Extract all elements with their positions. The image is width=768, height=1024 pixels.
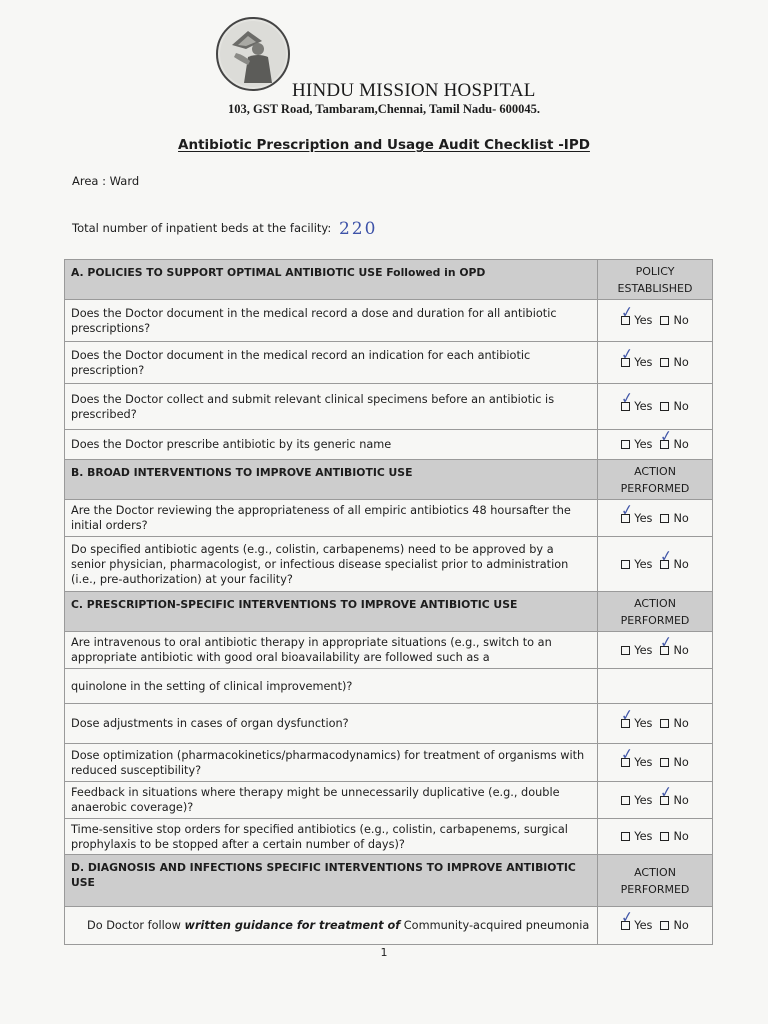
audit-checklist-table xyxy=(64,259,713,945)
option-label: Yes xyxy=(634,511,653,525)
handwritten-tick-icon: ✓ xyxy=(619,499,635,520)
question-text: Does the Doctor prescribe antibiotic by its generic name xyxy=(65,430,598,460)
checklist-row xyxy=(65,632,713,669)
checklist-row xyxy=(65,782,713,819)
section-header xyxy=(65,592,713,632)
response-cell xyxy=(598,744,713,782)
question-text: Dose optimization (pharmacokinetics/pharmacodynamics) for treatment of organisms with reduced susceptibility? xyxy=(65,744,598,782)
handwritten-tick-icon: ✓ xyxy=(619,705,635,725)
option-label: No xyxy=(673,356,689,369)
option-label: No xyxy=(673,511,689,525)
checklist-row xyxy=(65,744,713,782)
option-yes[interactable] xyxy=(621,643,652,658)
option-label: Yes xyxy=(634,793,653,807)
checkbox-yes[interactable] xyxy=(621,832,630,841)
hospital-address: 103, GST Road, Tambaram,Chennai, Tamil Nadu- 600045. xyxy=(228,102,540,116)
checklist-row xyxy=(65,704,713,744)
section-header xyxy=(65,855,713,907)
hospital-name: HINDU MISSION HOSPITAL xyxy=(292,80,536,101)
handwritten-tick-icon: ✓ xyxy=(659,781,675,802)
option-label: Yes xyxy=(634,830,653,843)
option-no[interactable] xyxy=(659,781,689,808)
section-column-label: ACTION PERFORMED xyxy=(598,592,713,632)
option-yes[interactable] xyxy=(619,388,653,414)
option-yes[interactable] xyxy=(621,829,652,844)
option-label: Yes xyxy=(634,919,653,932)
option-label: No xyxy=(673,830,689,843)
option-no[interactable] xyxy=(660,716,688,731)
option-label: Yes xyxy=(634,756,653,769)
option-yes[interactable] xyxy=(619,499,653,526)
option-no[interactable] xyxy=(659,426,689,452)
option-label: No xyxy=(673,438,689,451)
handwritten-tick-icon: ✓ xyxy=(619,388,635,408)
option-label: Yes xyxy=(634,643,653,657)
beds-line xyxy=(72,217,377,237)
response-cell xyxy=(598,342,713,384)
option-label: No xyxy=(673,400,689,413)
question-text: Are the Doctor reviewing the appropriateness of all empiric antibiotics 48 hoursafter the initial orders? xyxy=(65,500,598,537)
checkbox-yes[interactable] xyxy=(621,560,630,569)
question-text: Does the Doctor collect and submit relevant clinical specimens before an antibiotic is prescribed? xyxy=(65,384,598,430)
checkbox-no[interactable] xyxy=(660,719,669,728)
checkbox-yes[interactable] xyxy=(621,646,630,655)
checklist-row xyxy=(65,300,713,342)
handwritten-tick-icon: ✓ xyxy=(659,426,675,446)
question-text: Do Doctor follow written guidance for treatment of Community-acquired pneumonia xyxy=(65,907,598,945)
handwritten-tick-icon: ✓ xyxy=(619,302,635,322)
response-cell xyxy=(598,426,713,460)
checkbox-no[interactable] xyxy=(660,402,669,411)
section-column-label: ACTION PERFORMED xyxy=(598,460,713,500)
handwritten-tick-icon: ✓ xyxy=(659,631,675,652)
checkbox-no[interactable] xyxy=(660,832,669,841)
option-label: Yes xyxy=(634,557,653,571)
response-cell xyxy=(598,704,713,744)
section-column-label: POLICY ESTABLISHED xyxy=(598,260,713,300)
beds-value-handwritten: 220 xyxy=(338,219,378,239)
section-title: B. BROAD INTERVENTIONS TO IMPROVE ANTIBIOTIC USE xyxy=(65,460,598,500)
checklist-row xyxy=(65,669,713,704)
section-title: D. DIAGNOSIS AND INFECTIONS SPECIFIC INTERVENTIONS TO IMPROVE ANTIBIOTIC USE xyxy=(65,855,598,907)
option-label: No xyxy=(673,643,689,657)
option-label: No xyxy=(673,717,689,730)
option-no[interactable] xyxy=(660,355,688,370)
checklist-row xyxy=(65,819,713,855)
response-cell xyxy=(598,907,713,945)
checkbox-yes[interactable] xyxy=(621,796,630,805)
option-label: No xyxy=(673,919,689,932)
option-no[interactable] xyxy=(660,755,688,770)
option-yes[interactable] xyxy=(619,744,653,770)
beds-label: Total number of inpatient beds at the facility: xyxy=(72,221,332,235)
question-text: Feedback in situations where therapy might be unnecessarily duplicative (e.g., double anaerobic coverage)? xyxy=(65,782,598,819)
question-text: Are intravenous to oral antibiotic therapy in appropriate situations (e.g., switch to an appropriate antibiotic with good oral bioavailability are followed such as a xyxy=(65,632,598,669)
question-text: Do specified antibiotic agents (e.g., colistin, carbapenems) need to be approved by a senior physician, pharmacologist, or infectious disease specialist prior to administration (i.e., pre-authorization) at your facility? xyxy=(65,537,598,592)
option-no[interactable] xyxy=(660,313,688,328)
option-label: Yes xyxy=(634,717,653,730)
handwritten-tick-icon: ✓ xyxy=(659,545,675,566)
option-yes[interactable] xyxy=(619,344,653,370)
option-yes[interactable] xyxy=(621,557,652,572)
option-no[interactable] xyxy=(660,399,688,414)
response-cell xyxy=(598,819,713,855)
hospital-logo xyxy=(216,17,290,91)
handwritten-tick-icon: ✓ xyxy=(619,344,635,364)
checklist-row xyxy=(65,537,713,592)
response-cell-empty xyxy=(598,669,713,704)
option-no[interactable] xyxy=(660,829,688,844)
handwritten-tick-icon: ✓ xyxy=(619,744,635,764)
option-label: No xyxy=(673,314,689,327)
checklist-row xyxy=(65,907,713,945)
response-cell xyxy=(598,632,713,669)
option-label: Yes xyxy=(634,314,653,327)
page-number: 1 xyxy=(380,946,388,959)
question-text: Dose adjustments in cases of organ dysfunction? xyxy=(65,704,598,744)
section-title: A. POLICIES TO SUPPORT OPTIMAL ANTIBIOTIC USE Followed in OPD xyxy=(65,260,598,300)
handwritten-tick-icon: ✓ xyxy=(619,907,635,927)
area-label: Area : Ward xyxy=(72,174,140,188)
option-yes[interactable] xyxy=(621,793,652,808)
question-text: Does the Doctor document in the medical record an indication for each antibiotic prescription? xyxy=(65,342,598,384)
response-cell xyxy=(598,782,713,819)
checkbox-no[interactable] xyxy=(660,758,669,767)
question-text: Does the Doctor document in the medical record a dose and duration for all antibiotic prescriptions? xyxy=(65,300,598,342)
form-title: Antibiotic Prescription and Usage Audit Checklist -IPD xyxy=(178,137,590,153)
question-text: quinolone in the setting of clinical improvement)? xyxy=(65,669,598,704)
emphasis: written guidance for treatment of xyxy=(184,919,401,932)
option-label: No xyxy=(673,557,689,571)
checklist-row xyxy=(65,430,713,460)
option-yes[interactable] xyxy=(619,907,653,933)
section-column-label: ACTION PERFORMED xyxy=(598,855,713,907)
option-label: No xyxy=(673,756,689,769)
response-cell xyxy=(598,537,713,592)
section-title: C. PRESCRIPTION-SPECIFIC INTERVENTIONS TO IMPROVE ANTIBIOTIC USE xyxy=(65,592,598,632)
option-yes[interactable] xyxy=(619,705,653,731)
response-cell xyxy=(598,384,713,430)
checklist-row xyxy=(65,384,713,430)
option-yes[interactable] xyxy=(621,437,652,452)
option-yes[interactable] xyxy=(619,302,653,328)
option-label: Yes xyxy=(634,356,653,369)
checkbox-no[interactable] xyxy=(660,514,669,523)
option-no[interactable] xyxy=(660,918,688,933)
checklist-row xyxy=(65,500,713,537)
checkbox-no[interactable] xyxy=(660,316,669,325)
response-cell xyxy=(598,300,713,342)
checkbox-no[interactable] xyxy=(660,921,669,930)
checkbox-no[interactable] xyxy=(660,358,669,367)
checkbox-yes[interactable] xyxy=(621,440,630,449)
response-cell xyxy=(598,500,713,537)
option-label: Yes xyxy=(634,400,653,413)
checklist-row xyxy=(65,342,713,384)
section-header xyxy=(65,460,713,500)
option-no[interactable] xyxy=(659,545,689,572)
section-header xyxy=(65,260,713,300)
question-text: Time-sensitive stop orders for specified antibiotics (e.g., colistin, carbapenems, surgical prophylaxis to be stopped after a certain number of days)? xyxy=(65,819,598,855)
option-label: Yes xyxy=(634,438,653,451)
option-label: No xyxy=(673,793,689,807)
option-no[interactable] xyxy=(659,631,689,658)
option-no[interactable] xyxy=(660,511,688,526)
